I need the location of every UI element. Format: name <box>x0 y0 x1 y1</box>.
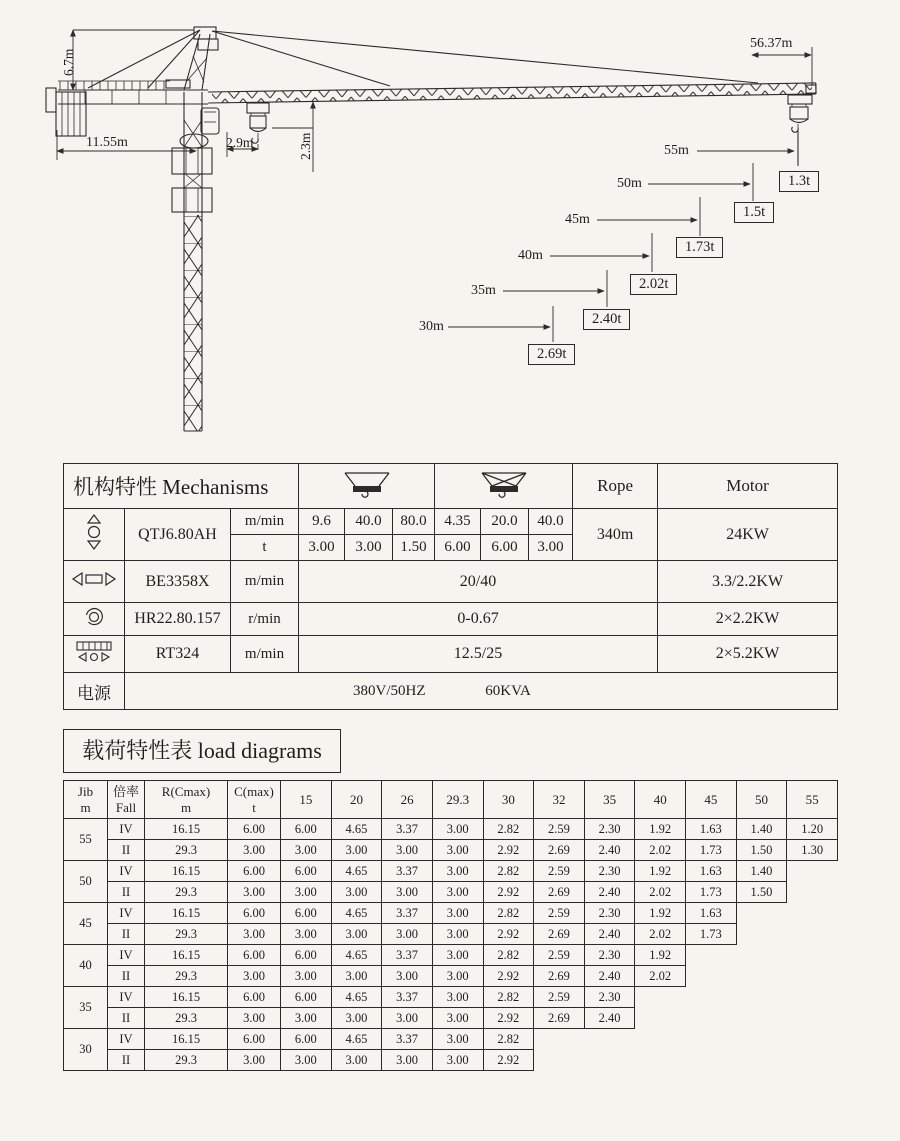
hoist-speed-unit: m/min <box>231 509 299 535</box>
load-cell: 1.92 <box>635 903 686 924</box>
load-cell: 3.37 <box>382 819 433 840</box>
hoist-motor-power: 24KW <box>658 509 838 561</box>
load-cell: 2.02 <box>635 966 686 987</box>
load-cell: 3.00 <box>432 1029 483 1050</box>
load-cell: 3.37 <box>382 945 433 966</box>
header-radius: 55 <box>787 781 838 819</box>
load-cell: 3.00 <box>382 924 433 945</box>
table-row <box>64 1050 838 1071</box>
hoist-load: 1.50 <box>393 535 435 561</box>
fall-cell: II <box>108 1008 145 1029</box>
cmax-cell: 6.00 <box>228 861 281 882</box>
hoist-icon-cell <box>64 509 125 561</box>
load-cell: 1.92 <box>635 819 686 840</box>
load-cell: 3.00 <box>382 1008 433 1029</box>
header-radius: 20 <box>331 781 382 819</box>
cmax-cell: 6.00 <box>228 903 281 924</box>
load-cell: 2.69 <box>534 924 585 945</box>
load-cell: 2.30 <box>584 903 635 924</box>
load-cell: 1.50 <box>736 840 787 861</box>
load-cell: 4.65 <box>331 945 382 966</box>
slewing-icon <box>82 605 106 629</box>
load-value-box: 2.40t <box>583 309 630 330</box>
load-cell: 6.00 <box>281 903 332 924</box>
travel-motor-power: 2×5.2KW <box>658 636 838 673</box>
tower-head <box>184 27 218 90</box>
table-row <box>64 840 838 861</box>
hoist-load: 3.00 <box>345 535 393 561</box>
trolley-speed: 20/40 <box>299 561 658 603</box>
cmax-cell: 3.00 <box>228 882 281 903</box>
load-cell: 2.92 <box>483 1008 534 1029</box>
load-cell: 3.00 <box>331 966 382 987</box>
load-cell: 3.00 <box>281 1050 332 1071</box>
cmax-cell: 6.00 <box>228 819 281 840</box>
fall-cell: II <box>108 1050 145 1071</box>
hoist-speed: 20.0 <box>481 509 529 535</box>
rmax-cell: 29.3 <box>145 1008 228 1029</box>
dim-counter-radius: 11.55m <box>86 135 128 150</box>
rmax-cell: 16.15 <box>145 945 228 966</box>
load-cell: 2.59 <box>534 987 585 1008</box>
load-cell: 3.00 <box>281 840 332 861</box>
load-value-box: 1.3t <box>779 171 819 192</box>
load-cell: 1.92 <box>635 945 686 966</box>
header-fall: 倍率 Fall <box>108 781 145 819</box>
load-cell: 3.00 <box>432 966 483 987</box>
jib-length-cell: 40 <box>64 945 108 987</box>
load-cell: 3.00 <box>432 903 483 924</box>
two-fall-reeving-icon <box>338 468 396 500</box>
fall-cell: IV <box>108 945 145 966</box>
load-cell: 1.73 <box>686 882 737 903</box>
load-cell: 2.02 <box>635 840 686 861</box>
load-cell: 2.69 <box>534 882 585 903</box>
load-cell: 1.50 <box>736 882 787 903</box>
radius-label: 55m <box>664 143 689 158</box>
load-cell: 2.59 <box>534 861 585 882</box>
fall-cell: IV <box>108 819 145 840</box>
table-row <box>64 1008 838 1029</box>
trolleying-icon <box>71 571 117 587</box>
load-cell: 3.00 <box>432 882 483 903</box>
load-cell: 4.65 <box>331 903 382 924</box>
load-cell: 4.65 <box>331 861 382 882</box>
load-cell: 2.69 <box>534 840 585 861</box>
load-cell: 2.82 <box>483 1029 534 1050</box>
load-cell: 3.00 <box>281 1008 332 1029</box>
hoist-load: 3.00 <box>299 535 345 561</box>
travel-speed: 12.5/25 <box>299 636 658 673</box>
radius-label: 35m <box>471 283 496 298</box>
load-cell: 1.73 <box>686 840 737 861</box>
fall-cell: II <box>108 882 145 903</box>
load-value-box: 1.5t <box>734 202 774 223</box>
jib-length-cell: 50 <box>64 861 108 903</box>
jib-length-cell: 45 <box>64 903 108 945</box>
radius-label: 45m <box>565 212 590 227</box>
power-capacity: 60KVA <box>485 682 531 699</box>
load-table <box>63 780 838 1071</box>
load-cell: 2.69 <box>534 1008 585 1029</box>
load-cell: 2.40 <box>584 1008 635 1029</box>
load-cell: 3.00 <box>432 924 483 945</box>
load-value-box: 1.73t <box>676 237 723 258</box>
rope-header: Rope <box>573 464 658 509</box>
hoist-load: 6.00 <box>481 535 529 561</box>
load-cell: 2.59 <box>534 819 585 840</box>
header-radius: 15 <box>281 781 332 819</box>
load-cell: 2.30 <box>584 987 635 1008</box>
header-radius: 32 <box>534 781 585 819</box>
load-value-box: 2.02t <box>630 274 677 295</box>
slewing-unit: r/min <box>231 603 299 636</box>
rmax-cell: 16.15 <box>145 903 228 924</box>
load-cell: 6.00 <box>281 945 332 966</box>
fall-cell: II <box>108 966 145 987</box>
load-cell: 4.65 <box>331 819 382 840</box>
radius-label: 40m <box>518 248 543 263</box>
load-cell: 2.40 <box>584 924 635 945</box>
slewing-icon-cell <box>64 603 125 636</box>
table-row <box>64 819 838 840</box>
hoist-load-unit: t <box>231 535 299 561</box>
load-cell: 4.65 <box>331 1029 382 1050</box>
rmax-cell: 29.3 <box>145 966 228 987</box>
header-radius: 29.3 <box>432 781 483 819</box>
load-cell: 2.82 <box>483 819 534 840</box>
table-row <box>64 1029 838 1050</box>
load-value-box: 2.69t <box>528 344 575 365</box>
table-row <box>64 966 838 987</box>
load-cell: 2.40 <box>584 882 635 903</box>
trolley-unit: m/min <box>231 561 299 603</box>
header-rcmax: R(Cmax) m <box>145 781 228 819</box>
dim-hook-clearance: 2.3m <box>298 132 313 160</box>
load-cell: 2.92 <box>483 840 534 861</box>
load-cell: 3.00 <box>432 861 483 882</box>
load-cell: 3.00 <box>382 966 433 987</box>
trolley-icon-cell <box>64 561 125 603</box>
load-cell: 6.00 <box>281 987 332 1008</box>
load-cell: 1.20 <box>787 819 838 840</box>
table-row <box>64 924 838 945</box>
hoist-load: 3.00 <box>529 535 573 561</box>
header-cmax: C(max) t <box>228 781 281 819</box>
load-cell: 2.92 <box>483 924 534 945</box>
load-cell: 2.40 <box>584 840 635 861</box>
cmax-cell: 6.00 <box>228 987 281 1008</box>
slewing-model: HR22.80.157 <box>125 603 231 636</box>
table-row <box>64 861 838 882</box>
hoist-load: 6.00 <box>435 535 481 561</box>
load-cell: 3.00 <box>432 945 483 966</box>
rmax-cell: 16.15 <box>145 861 228 882</box>
load-cell: 2.02 <box>635 924 686 945</box>
jib-length-cell: 30 <box>64 1029 108 1071</box>
load-cell: 3.00 <box>382 882 433 903</box>
header-radius: 40 <box>635 781 686 819</box>
load-cell: 3.37 <box>382 861 433 882</box>
radius-label: 30m <box>419 319 444 334</box>
load-cell: 2.30 <box>584 861 635 882</box>
load-cell: 2.82 <box>483 903 534 924</box>
rmax-cell: 16.15 <box>145 987 228 1008</box>
trolley-motor-power: 3.3/2.2KW <box>658 561 838 603</box>
fall-cell: IV <box>108 987 145 1008</box>
load-cell: 2.02 <box>635 882 686 903</box>
load-cell: 3.37 <box>382 1029 433 1050</box>
fall-cell: IV <box>108 903 145 924</box>
rmax-cell: 16.15 <box>145 819 228 840</box>
cmax-cell: 3.00 <box>228 1050 281 1071</box>
two-fall-header-cell <box>299 464 435 509</box>
load-cell: 3.00 <box>331 882 382 903</box>
counterweight <box>46 88 86 136</box>
load-cell: 3.00 <box>432 1050 483 1071</box>
rmax-cell: 29.3 <box>145 840 228 861</box>
trolley-model: BE3358X <box>125 561 231 603</box>
slewing-speed: 0-0.67 <box>299 603 658 636</box>
power-voltage: 380V/50HZ <box>353 682 426 699</box>
load-cell: 3.00 <box>331 1008 382 1029</box>
load-cell: 3.00 <box>281 966 332 987</box>
cmax-cell: 3.00 <box>228 1008 281 1029</box>
dim-max-radius: 56.37m <box>750 36 793 51</box>
hoist-speed: 40.0 <box>529 509 573 535</box>
four-fall-reeving-icon <box>475 468 533 500</box>
load-cell: 3.00 <box>382 1050 433 1071</box>
load-cell: 3.00 <box>331 924 382 945</box>
load-cell: 1.30 <box>787 840 838 861</box>
load-cell: 3.00 <box>281 882 332 903</box>
jib-length-cell: 55 <box>64 819 108 861</box>
hoist-speed: 4.35 <box>435 509 481 535</box>
load-cell: 3.00 <box>432 1008 483 1029</box>
four-fall-header-cell <box>435 464 573 509</box>
cmax-cell: 6.00 <box>228 945 281 966</box>
hoist-rope-length: 340m <box>573 509 658 561</box>
load-cell: 3.37 <box>382 987 433 1008</box>
travelling-icon <box>73 640 115 664</box>
hoist-speed: 40.0 <box>345 509 393 535</box>
header-radius: 50 <box>736 781 787 819</box>
table-row <box>64 945 838 966</box>
load-cell: 6.00 <box>281 1029 332 1050</box>
crane-diagram <box>0 0 900 460</box>
cmax-cell: 3.00 <box>228 924 281 945</box>
radius-label: 50m <box>617 176 642 191</box>
load-cell: 1.40 <box>736 861 787 882</box>
load-cell: 2.30 <box>584 945 635 966</box>
header-radius: 26 <box>382 781 433 819</box>
hoist-speed: 9.6 <box>299 509 345 535</box>
tip-trolley-hook <box>788 95 812 166</box>
load-cell: 1.92 <box>635 861 686 882</box>
hoisting-icon <box>84 514 104 550</box>
dim-min-radius: 2.9m <box>226 135 254 150</box>
load-cell: 3.00 <box>331 840 382 861</box>
rmax-cell: 29.3 <box>145 924 228 945</box>
load-cell: 2.82 <box>483 987 534 1008</box>
load-cell: 2.69 <box>534 966 585 987</box>
load-cell: 2.40 <box>584 966 635 987</box>
tower-mast <box>172 92 212 431</box>
load-cell: 2.30 <box>584 819 635 840</box>
load-cell: 2.92 <box>483 966 534 987</box>
hoist-model: QTJ6.80AH <box>125 509 231 561</box>
rmax-cell: 29.3 <box>145 1050 228 1071</box>
load-cell: 4.65 <box>331 987 382 1008</box>
fall-cell: II <box>108 924 145 945</box>
load-cell: 6.00 <box>281 861 332 882</box>
cmax-cell: 6.00 <box>228 1029 281 1050</box>
table-row <box>64 882 838 903</box>
fall-cell: IV <box>108 1029 145 1050</box>
header-radius: 35 <box>584 781 635 819</box>
load-cell: 1.40 <box>736 819 787 840</box>
header-radius: 30 <box>483 781 534 819</box>
load-cell: 2.82 <box>483 945 534 966</box>
load-cell: 2.59 <box>534 945 585 966</box>
table-row <box>64 987 838 1008</box>
mechanisms-title: 机构特性 Mechanisms <box>64 464 299 509</box>
fall-cell: II <box>108 840 145 861</box>
slewing-motor-power: 2×2.2KW <box>658 603 838 636</box>
load-cell: 1.63 <box>686 903 737 924</box>
load-cell: 3.00 <box>432 987 483 1008</box>
cmax-cell: 3.00 <box>228 966 281 987</box>
motor-header: Motor <box>658 464 838 509</box>
jib-length-cell: 35 <box>64 987 108 1029</box>
dim-head-height: 6.7m <box>61 48 76 76</box>
travel-unit: m/min <box>231 636 299 673</box>
load-cell: 2.92 <box>483 882 534 903</box>
load-cell: 3.00 <box>432 819 483 840</box>
table-row <box>64 903 838 924</box>
load-cell: 1.73 <box>686 924 737 945</box>
cmax-cell: 3.00 <box>228 840 281 861</box>
rmax-cell: 29.3 <box>145 882 228 903</box>
power-value-cell <box>125 673 838 710</box>
mechanisms-table <box>63 463 838 710</box>
load-cell: 1.63 <box>686 819 737 840</box>
load-cell: 1.63 <box>686 861 737 882</box>
load-cell: 3.00 <box>382 840 433 861</box>
fall-cell: IV <box>108 861 145 882</box>
load-cell: 3.00 <box>331 1050 382 1071</box>
load-cell: 2.92 <box>483 1050 534 1071</box>
load-cell: 3.37 <box>382 903 433 924</box>
load-cell: 2.59 <box>534 903 585 924</box>
travel-model: RT324 <box>125 636 231 673</box>
load-cell: 3.00 <box>281 924 332 945</box>
load-cell: 2.82 <box>483 861 534 882</box>
operator-cab <box>201 108 219 134</box>
load-cell: 3.00 <box>432 840 483 861</box>
header-jib: Jib m <box>64 781 108 819</box>
jib <box>208 83 816 103</box>
crane-drawing <box>0 0 900 460</box>
rmax-cell: 16.15 <box>145 1029 228 1050</box>
hoist-speed: 80.0 <box>393 509 435 535</box>
load-cell: 6.00 <box>281 819 332 840</box>
travel-icon-cell <box>64 636 125 673</box>
load-diagrams-title: 载荷特性表 load diagrams <box>63 729 341 773</box>
header-radius: 45 <box>686 781 737 819</box>
power-label: 电源 <box>64 673 125 710</box>
